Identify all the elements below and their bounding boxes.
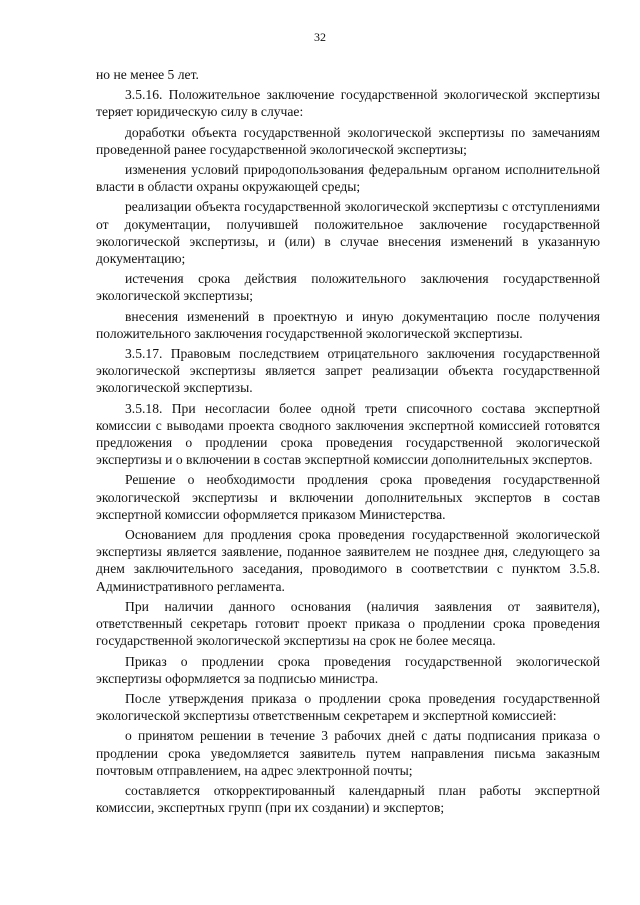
document-body bbox=[96, 66, 600, 819]
paragraph-continuation: но не менее 5 лет. bbox=[96, 67, 199, 82]
list-item-notification: о принятом решении в течение 3 рабочих дней с даты подписания приказа о продлении срока уведомляется заявитель путем направления письма заказным почтовым отправлением, на адрес электронной почты; bbox=[96, 728, 600, 778]
paragraph-extension-decision: Решение о необходимости продления срока проведения государственной экологической экспертизы и включении дополнительных экспертов в состав экспертной комиссии оформляется приказом Министерства. bbox=[96, 472, 600, 522]
paragraph-3-5-16: 3.5.16. Положительное заключение государственной экологической экспертизы теряет юридическую силу в случае: bbox=[96, 87, 600, 120]
paragraph-draft-order: При наличии данного основания (наличия заявления от заявителя), ответственный секретарь готовит проект приказа о продлении срока проведения государственной экологической экспертизы на срок не более месяца. bbox=[96, 598, 600, 649]
list-item-calendar-plan: составляется откорректированный календарный план работы экспертной комиссии, экспертных групп (при их создании) и экспертов; bbox=[96, 782, 600, 816]
paragraph-order-signature: Приказ о продлении срока проведения государственной экологической экспертизы оформляется за подписью министра. bbox=[96, 653, 600, 686]
list-item-revision: доработки объекта государственной экологической экспертизы по замечаниям проведенной ранее государственной экологической экспертизы; bbox=[96, 124, 600, 157]
list-item-deviation: реализации объекта государственной экологической экспертизы с отступлениями от документации, получившей положительное заключение государственной экологической экспертизы, и (или) в случае внесения изменений в указанную документацию; bbox=[96, 199, 600, 267]
list-item-documentation-change: внесения изменений в проектную и иную документацию после получения положительного заключения государственной экологической экспертизы. bbox=[96, 308, 600, 341]
page-number: 32 bbox=[314, 30, 326, 44]
paragraph-3-5-17: 3.5.17. Правовым последствием отрицательного заключения государственной экологической экспертизы является запрет реализации объекта государственной экологической экспертизы. bbox=[96, 346, 600, 396]
paragraph-3-5-18: 3.5.18. При несогласии более одной трети списочного состава экспертной комиссии с выводами проекта сводного заключения экспертной комиссией готовятся предложения о продлении срока проведения государственной экологической экспертизы и о включении в состав экспертной комиссии дополнительных экспертов. bbox=[96, 400, 600, 468]
paragraph-after-approval: После утверждения приказа о продлении срока проведения государственной экологической экспертизы ответственным секретарем и экспертной комиссией: bbox=[96, 690, 600, 724]
paragraph-extension-basis: Основанием для продления срока проведения государственной экологической экспертизы является заявление, поданное заявителем не позднее дня, следующего за днем заключительного заседания, проводимого в соответствии с пунктом 3.5.8. Административного регламента. bbox=[96, 527, 600, 594]
list-item-expiry: истечения срока действия положительного заключения государственной экологической экспертизы; bbox=[96, 271, 600, 304]
list-item-conditions-change: изменения условий природопользования федеральным органом исполнительной власти в области охраны окружающей среды; bbox=[96, 162, 600, 195]
